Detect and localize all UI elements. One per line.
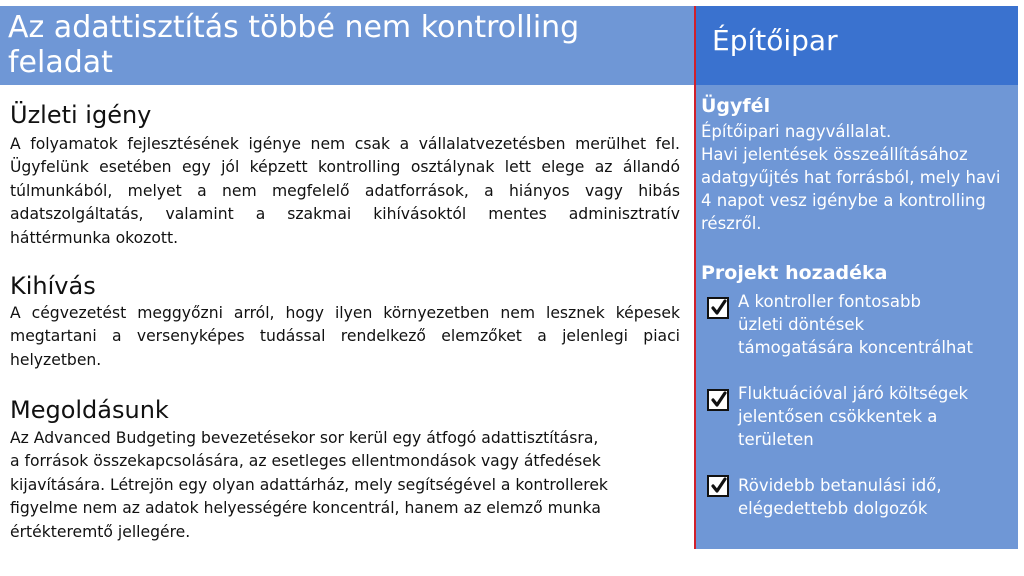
client-text: Építőipari nagyvállalat. Havi jelentések összeállításához adatgyűjtés hat forrásból, mely havi 4 napot vesz igénybe a kontrolling részről. [701, 122, 1001, 233]
client-heading: Ügyfél [701, 95, 771, 117]
title-bar [0, 6, 694, 85]
page-title: Az adattisztítás többé nem kontrolling feladat [8, 10, 580, 80]
section-text: A folyamatok fejlesztésének igénye nem csak a vállalatvezetésben merülhet fel. Ügyfelünk esetében egy jól képzett kontrolling osztálynak lett elege az állandó túlmunkából, melyet a nem megfelelő adatforrások, a hiányos vagy hibás adatszolgáltatás, valamint a szakmai kihívásoktól mentes adminisztratív háttérmunka okozott. [10, 135, 680, 247]
section-heading: Kihívás [10, 272, 96, 300]
checkbox-checked-icon [707, 297, 729, 319]
section-heading: Üzleti igény [10, 101, 152, 129]
checkbox-checked-icon [707, 389, 729, 411]
sidebar-title: Építőipar [712, 24, 838, 57]
benefits-heading: Projekt hozadéka [701, 262, 888, 284]
checkbox-checked-icon [707, 475, 729, 497]
section-text: Az Advanced Budgeting bevezetésekor sor kerül egy átfogó adattisztításra, a források összekapcsolására, az esetleges ellentmondások vagy átfedések kijavítására. Létrejön egy olyan adattárház, mely segítségével a kontrollerek figyelme nem az adatok helyességére koncentrál, hanem az elemző munka értékteremtő jellegére. [10, 429, 608, 541]
benefit-text: Fluktuációval járó költségek jelentősen csökkentek a területen [738, 384, 969, 449]
section-text: A cégvezetést meggyőzni arról, hogy ilyen környezetben nem lesznek képesek megtartani a versenyképes tudással rendelkező elemzőket a jelenlegi piaci helyzetben. [10, 304, 680, 369]
benefit-text: Rövidebb betanulási idő, elégedettebb dolgozók [738, 476, 942, 518]
section-heading: Megoldásunk [10, 396, 169, 424]
sidebar-panel [696, 85, 1018, 549]
benefit-text: A kontroller fontosabb üzleti döntések támogatására koncentrálhat [738, 292, 973, 357]
sidebar-header [696, 6, 1018, 85]
